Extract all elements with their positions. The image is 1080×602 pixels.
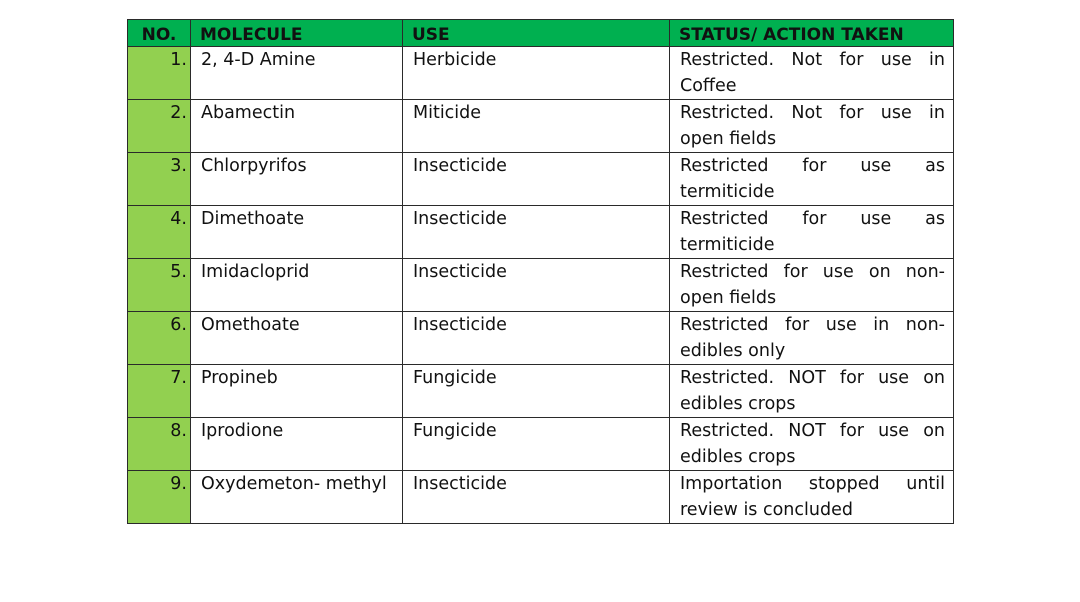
row-number: 2. bbox=[128, 100, 191, 153]
header-no: NO. bbox=[128, 20, 191, 47]
header-molecule: MOLECULE bbox=[191, 20, 403, 47]
row-number: 1. bbox=[128, 47, 191, 100]
row-number: 6. bbox=[128, 312, 191, 365]
table-row bbox=[128, 471, 954, 524]
status-cell bbox=[670, 206, 954, 259]
molecule-cell: Iprodione bbox=[191, 418, 403, 471]
molecule-cell: Propineb bbox=[191, 365, 403, 418]
status-cell bbox=[670, 365, 954, 418]
status-line: edibles crops bbox=[680, 394, 796, 414]
table-header bbox=[128, 20, 954, 47]
header-status: STATUS/ ACTION TAKEN bbox=[670, 20, 954, 47]
status-line: Restricted for use as bbox=[680, 209, 945, 229]
molecule-cell: 2, 4-D Amine bbox=[191, 47, 403, 100]
status-cell bbox=[670, 100, 954, 153]
use-cell: Miticide bbox=[403, 100, 670, 153]
row-number: 8. bbox=[128, 418, 191, 471]
row-number: 9. bbox=[128, 471, 191, 524]
table-row bbox=[128, 47, 954, 100]
row-number: 3. bbox=[128, 153, 191, 206]
status-line: Restricted. NOT for use on bbox=[680, 368, 945, 388]
use-cell: Fungicide bbox=[403, 418, 670, 471]
header-use: USE bbox=[403, 20, 670, 47]
status-line: edibles crops bbox=[680, 447, 796, 467]
status-line: termiticide bbox=[680, 235, 775, 255]
status-line: review is concluded bbox=[680, 500, 853, 520]
restricted-molecules-table bbox=[127, 19, 954, 524]
use-cell: Insecticide bbox=[403, 312, 670, 365]
molecule-cell: Imidacloprid bbox=[191, 259, 403, 312]
table-row bbox=[128, 153, 954, 206]
table-row bbox=[128, 418, 954, 471]
use-cell: Insecticide bbox=[403, 471, 670, 524]
table-row bbox=[128, 206, 954, 259]
header-row bbox=[128, 20, 954, 47]
molecule-cell: Omethoate bbox=[191, 312, 403, 365]
status-cell bbox=[670, 471, 954, 524]
status-line: Importation stopped until bbox=[680, 474, 945, 494]
molecule-cell: Abamectin bbox=[191, 100, 403, 153]
row-number: 5. bbox=[128, 259, 191, 312]
status-cell bbox=[670, 259, 954, 312]
row-number: 7. bbox=[128, 365, 191, 418]
row-number: 4. bbox=[128, 206, 191, 259]
status-cell bbox=[670, 312, 954, 365]
use-cell: Insecticide bbox=[403, 153, 670, 206]
status-line: termiticide bbox=[680, 182, 775, 202]
status-cell bbox=[670, 47, 954, 100]
table-body bbox=[128, 47, 954, 524]
molecule-cell: Dimethoate bbox=[191, 206, 403, 259]
status-line: Restricted for use on non- bbox=[680, 262, 945, 282]
status-line: Restricted for use as bbox=[680, 156, 945, 176]
status-cell bbox=[670, 153, 954, 206]
status-line: edibles only bbox=[680, 341, 786, 361]
use-cell: Fungicide bbox=[403, 365, 670, 418]
molecule-cell: Chlorpyrifos bbox=[191, 153, 403, 206]
status-line: open fields bbox=[680, 129, 777, 149]
table-row bbox=[128, 365, 954, 418]
table-row bbox=[128, 312, 954, 365]
use-cell: Insecticide bbox=[403, 259, 670, 312]
restricted-molecules-table-container bbox=[127, 19, 954, 524]
status-line: Restricted. Not for use in bbox=[680, 50, 945, 70]
table-row bbox=[128, 100, 954, 153]
status-cell bbox=[670, 418, 954, 471]
status-line: Restricted for use in non- bbox=[680, 315, 945, 335]
status-line: Coffee bbox=[680, 76, 737, 96]
molecule-cell: Oxydemeton- methyl bbox=[191, 471, 403, 524]
status-line: Restricted. NOT for use on bbox=[680, 421, 945, 441]
use-cell: Herbicide bbox=[403, 47, 670, 100]
status-line: open fields bbox=[680, 288, 777, 308]
use-cell: Insecticide bbox=[403, 206, 670, 259]
status-line: Restricted. Not for use in bbox=[680, 103, 945, 123]
table-row bbox=[128, 259, 954, 312]
